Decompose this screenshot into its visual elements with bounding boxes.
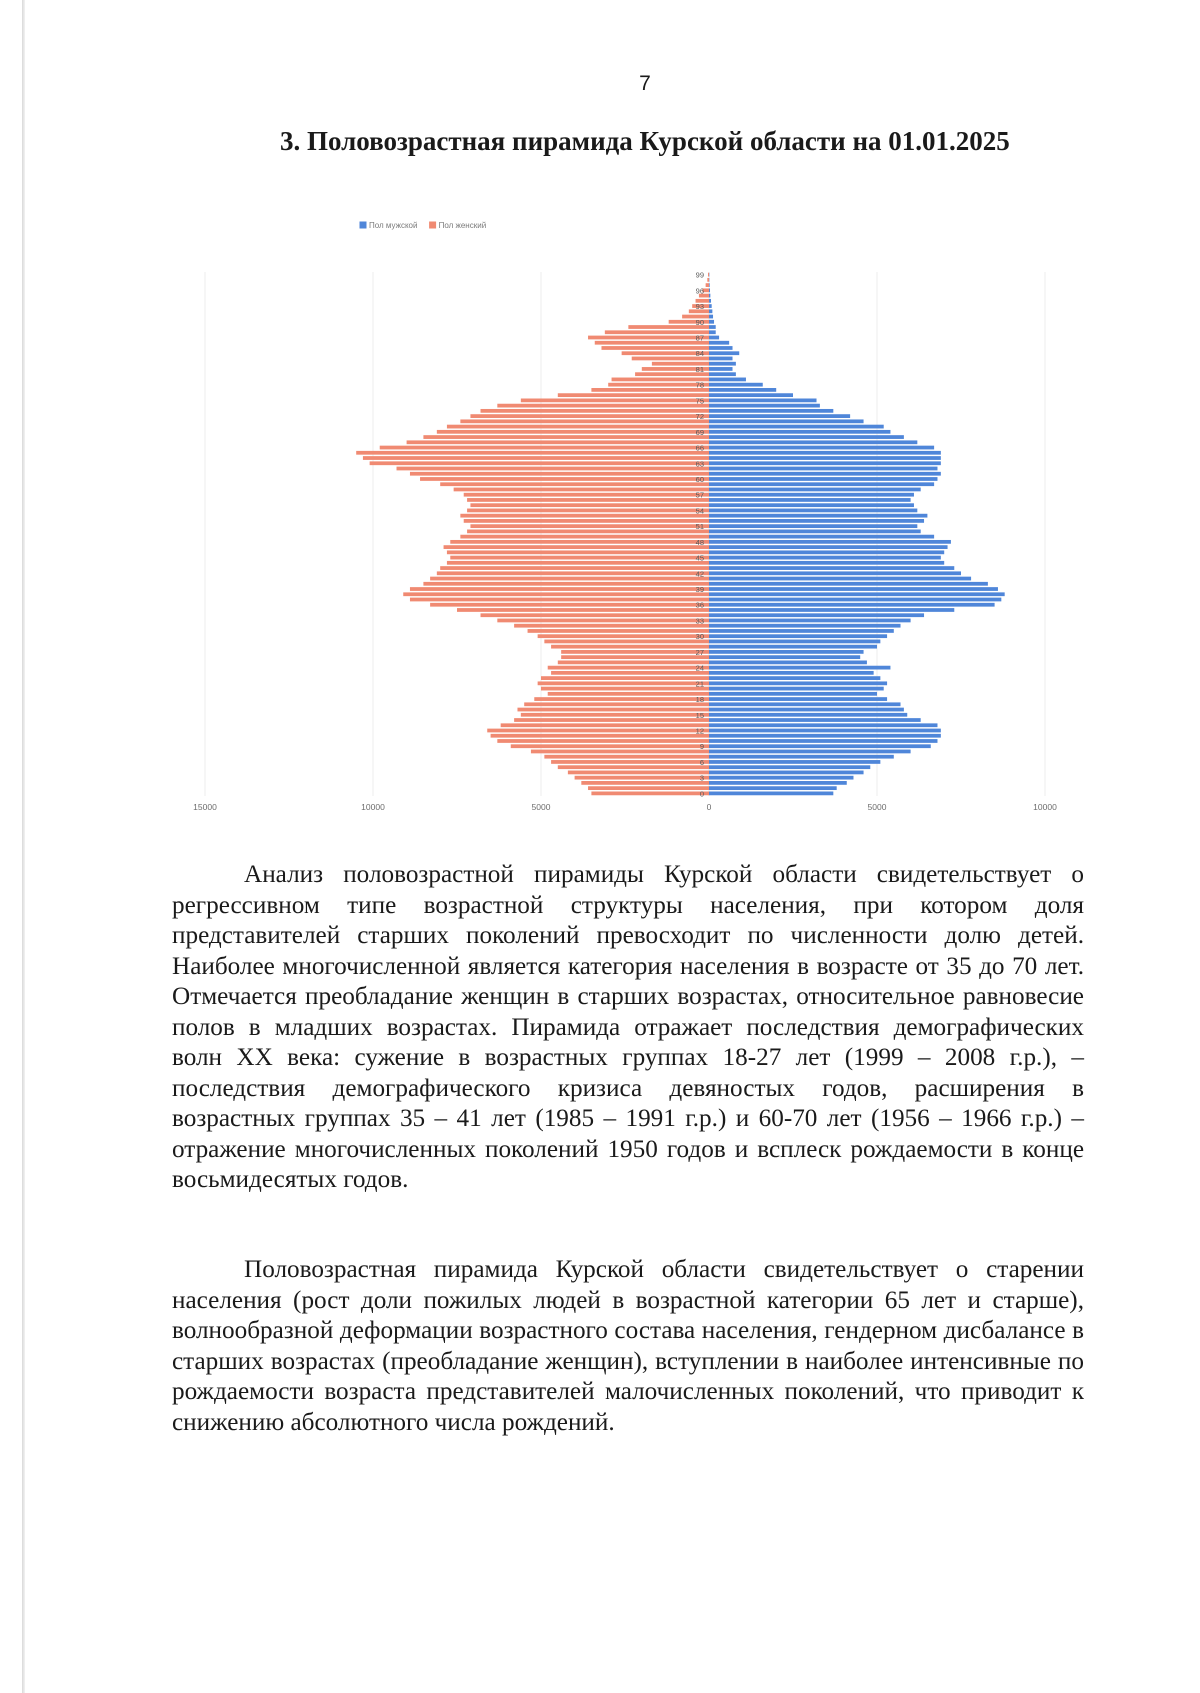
bar-male <box>709 383 763 387</box>
bar-female <box>558 393 709 397</box>
bar-male <box>709 561 944 565</box>
chart-legend <box>360 221 486 230</box>
bar-female <box>423 435 709 439</box>
bar-female <box>450 540 709 544</box>
bar-male <box>709 702 901 706</box>
bar-male <box>709 755 894 759</box>
bar-female <box>423 582 709 586</box>
bar-male <box>709 309 712 313</box>
bar-male <box>709 336 719 340</box>
bar-male <box>709 603 995 607</box>
bar-male <box>709 739 937 743</box>
legend-swatch <box>430 222 436 228</box>
analysis-paragraph-2 <box>172 1255 1084 1438</box>
bar-male <box>709 550 944 554</box>
bar-male <box>709 509 917 513</box>
y-tick-label: 66 <box>695 443 704 453</box>
bar-male <box>709 587 998 591</box>
bar-female <box>514 718 709 722</box>
bar-female <box>534 697 709 701</box>
x-tick-label: 5000 <box>867 802 887 812</box>
bar-female <box>470 414 709 418</box>
bar-female <box>464 493 709 497</box>
bar-male <box>709 744 931 748</box>
bar-female <box>437 430 709 434</box>
bar-female <box>706 283 709 287</box>
bar-male <box>709 498 911 502</box>
y-tick-label: 60 <box>695 474 704 484</box>
y-tick-label: 27 <box>695 647 704 657</box>
bar-male <box>709 493 914 497</box>
bar-female <box>501 723 709 727</box>
bar-female <box>521 398 709 402</box>
bar-male <box>709 404 820 408</box>
bar-female <box>450 556 709 560</box>
bar-male <box>709 388 776 392</box>
bar-male <box>709 776 853 780</box>
y-tick-label: 6 <box>699 757 704 767</box>
bar-female <box>544 755 709 759</box>
bar-male <box>709 765 870 769</box>
bar-female <box>447 561 709 565</box>
bar-female <box>380 446 709 450</box>
bar-male <box>709 582 988 586</box>
bar-male <box>709 660 867 664</box>
bar-male <box>709 619 911 623</box>
legend-label: Пол мужской <box>369 221 418 230</box>
bar-female <box>410 598 709 602</box>
bar-female <box>595 341 709 345</box>
bar-female <box>407 440 709 444</box>
bar-female <box>464 519 709 523</box>
bar-male <box>709 529 921 533</box>
chart-bars <box>356 270 1004 799</box>
bar-female <box>591 791 709 795</box>
bar-female <box>460 535 709 539</box>
bar-male <box>709 299 711 303</box>
bar-female <box>528 629 709 633</box>
y-tick-label: 18 <box>695 695 704 705</box>
bar-female <box>605 330 709 334</box>
bar-male <box>709 655 860 659</box>
bar-male <box>709 519 924 523</box>
bar-male <box>709 760 880 764</box>
bar-male <box>709 362 736 366</box>
bar-female <box>541 687 709 691</box>
bar-female <box>467 509 709 513</box>
bar-female <box>544 640 709 644</box>
bar-female <box>481 409 709 413</box>
bar-male <box>709 325 716 329</box>
y-tick-label: 72 <box>695 412 704 422</box>
bar-male <box>709 566 954 570</box>
bar-female <box>410 587 709 591</box>
bar-female <box>551 645 709 649</box>
bar-male <box>709 294 710 298</box>
section-title: 3. Половозрастная пирамида Курской области на 01.01.2025 <box>280 126 1010 156</box>
y-tick-label: 96 <box>695 286 704 296</box>
bar-male <box>709 315 713 319</box>
bar-female <box>363 456 709 460</box>
y-tick-label: 63 <box>695 459 704 469</box>
bar-male <box>709 503 914 507</box>
bar-female <box>487 729 709 733</box>
bar-male <box>709 781 847 785</box>
bar-male <box>709 771 864 775</box>
bar-male <box>709 729 941 733</box>
bar-male <box>709 723 937 727</box>
bar-female <box>457 608 709 612</box>
bar-male <box>709 440 917 444</box>
bar-male <box>709 330 716 334</box>
bar-female <box>497 404 709 408</box>
analysis-paragraph-1 <box>172 860 1084 1196</box>
bar-female <box>403 592 709 596</box>
bar-male <box>709 697 887 701</box>
bar-female <box>460 514 709 518</box>
bar-female <box>420 477 709 481</box>
bar-female <box>575 776 709 780</box>
bar-male <box>709 477 937 481</box>
bar-male <box>709 409 833 413</box>
bar-female <box>538 681 709 685</box>
bar-female <box>612 378 709 382</box>
bar-male <box>709 650 864 654</box>
bar-male <box>709 461 941 465</box>
bar-male <box>709 592 1005 596</box>
page-number: 7 <box>639 72 651 95</box>
bar-male <box>709 640 880 644</box>
chart-grid <box>205 272 1045 799</box>
bar-male <box>709 608 954 612</box>
bar-female <box>430 577 709 581</box>
bar-female <box>531 750 709 754</box>
bar-male <box>709 687 884 691</box>
bar-male <box>709 556 941 560</box>
bar-male <box>709 750 911 754</box>
y-tick-label: 75 <box>695 396 704 406</box>
bar-female <box>561 655 709 659</box>
x-tick-label: 10000 <box>1033 802 1057 812</box>
bar-male <box>709 425 884 429</box>
bar-female <box>454 488 709 492</box>
bar-male <box>709 367 733 371</box>
bar-male <box>709 482 934 486</box>
bar-male <box>709 708 904 712</box>
y-tick-label: 78 <box>695 380 704 390</box>
bar-female <box>497 739 709 743</box>
bar-male <box>709 467 937 471</box>
bar-male <box>709 692 877 696</box>
bar-male <box>709 472 941 476</box>
bar-female <box>467 529 709 533</box>
bar-male <box>709 791 833 795</box>
bar-male <box>709 488 921 492</box>
bar-female <box>561 650 709 654</box>
y-tick-label: 30 <box>695 632 704 642</box>
y-tick-label: 39 <box>695 585 704 595</box>
bar-male <box>709 435 904 439</box>
bar-male <box>709 577 971 581</box>
bar-male <box>709 393 793 397</box>
bar-male <box>709 629 894 633</box>
bar-male <box>709 456 941 460</box>
bar-male <box>709 414 850 418</box>
bar-female <box>581 781 709 785</box>
bar-female <box>588 786 709 790</box>
y-tick-label: 48 <box>695 537 704 547</box>
y-tick-label: 87 <box>695 333 704 343</box>
y-tick-label: 90 <box>695 317 704 327</box>
bar-female <box>591 388 709 392</box>
bar-male <box>709 304 712 308</box>
bar-female <box>470 503 709 507</box>
y-tick-label: 99 <box>695 270 704 280</box>
bar-male <box>709 351 739 355</box>
bar-female <box>558 765 709 769</box>
bar-male <box>709 283 710 287</box>
bar-male <box>709 398 817 402</box>
bar-male <box>709 666 890 670</box>
bar-female <box>548 666 709 670</box>
bar-male <box>709 613 924 617</box>
bar-female <box>444 545 709 549</box>
bar-female <box>397 467 709 471</box>
bar-male <box>709 430 890 434</box>
paragraph-text: Анализ половозрастной пирамиды Курской области свидетельствует о регрессивном типе возрастной структуры населения, при котором доля представителей старших поколений превосходит по численности долю детей. Наиболее многочисленной является категория населения в возрасте от 35 до 70 лет. Отмечается преобладание женщин в старших возрастах, относительное равновесие полов в младших возрастах. Пирамида отражает последствия демографических волн XX века: сужение в возрастных группах 18-27 лет (1999 – 2008 г.р.), – последствия демографического кризиса девяностых годов, расширения в возрастных группах 35 – 41 лет (1985 – 1991 г.р.) и 60-70 лет (1956 – 1966 г.р.) – отражение многочисленных поколений 1950 годов и всплеск рождаемости в конце восьмидесятых годов. <box>172 861 1084 1193</box>
bar-female <box>538 634 709 638</box>
x-tick-label: 5000 <box>531 802 551 812</box>
bar-female <box>497 619 709 623</box>
bar-male <box>709 451 941 455</box>
y-tick-label: 69 <box>695 427 704 437</box>
bar-female <box>430 603 709 607</box>
bar-male <box>709 535 934 539</box>
bar-female <box>437 571 709 575</box>
y-tick-label: 54 <box>695 506 704 516</box>
bar-female <box>568 771 709 775</box>
x-tick-label: 15000 <box>193 802 217 812</box>
y-tick-label: 9 <box>699 742 704 752</box>
x-tick-label: 0 <box>706 802 712 812</box>
bar-male <box>709 713 907 717</box>
y-tick-label: 0 <box>699 789 704 799</box>
bar-male <box>709 346 733 350</box>
bar-female <box>447 550 709 554</box>
bar-male <box>709 676 880 680</box>
bar-female <box>517 708 709 712</box>
bar-male <box>709 681 887 685</box>
bar-female <box>541 676 709 680</box>
population-pyramid-chart <box>0 0 1200 840</box>
bar-male <box>709 645 877 649</box>
bar-female <box>470 524 709 528</box>
bar-female <box>588 336 709 340</box>
bar-male <box>709 571 961 575</box>
bar-female <box>551 760 709 764</box>
bar-female <box>558 660 709 664</box>
y-tick-label: 84 <box>695 349 704 359</box>
bar-female <box>551 671 709 675</box>
bar-female <box>601 346 709 350</box>
bar-female <box>548 692 709 696</box>
bar-female <box>440 482 709 486</box>
y-tick-label: 57 <box>695 490 704 500</box>
bar-male <box>709 419 864 423</box>
bar-male <box>709 634 887 638</box>
bar-female <box>481 613 709 617</box>
bar-male <box>709 524 917 528</box>
y-tick-label: 93 <box>695 302 704 312</box>
bar-female <box>514 624 709 628</box>
bar-male <box>709 341 729 345</box>
bar-male <box>709 718 921 722</box>
y-tick-label: 12 <box>695 726 704 736</box>
bar-female <box>708 273 709 277</box>
bar-male <box>709 545 948 549</box>
bar-male <box>709 598 1001 602</box>
bar-female <box>410 472 709 476</box>
paragraph-text: Половозрастная пирамида Курской области свидетельствует о старении населения (рост доли пожилых людей в возрастной категории 65 лет и старше), волнообразной деформации возрастного состава населения, гендерном дисбалансе в старших возрастах (преобладание женщин), вступлении в наиболее интенсивные по рождаемости возраста представителей малочисленных поколений, что приводит к снижению абсолютного числа рождений. <box>172 1256 1084 1436</box>
bar-male <box>709 378 746 382</box>
bar-male <box>709 372 736 376</box>
y-tick-label: 33 <box>695 616 704 626</box>
bar-female <box>511 744 709 748</box>
bar-female <box>608 383 709 387</box>
legend-label: Пол женский <box>438 221 487 230</box>
bar-female <box>521 713 709 717</box>
bar-female <box>491 734 709 738</box>
bar-male <box>709 734 941 738</box>
bar-female <box>370 461 709 465</box>
legend-swatch <box>360 222 366 228</box>
bar-male <box>709 320 714 324</box>
bar-male <box>709 671 874 675</box>
bar-male <box>709 288 710 292</box>
bar-female <box>356 451 709 455</box>
y-tick-label: 51 <box>695 522 704 532</box>
bar-female <box>447 425 709 429</box>
y-tick-label: 24 <box>695 663 704 673</box>
x-tick-label: 10000 <box>361 802 385 812</box>
bar-male <box>709 446 934 450</box>
y-tick-label: 21 <box>695 679 704 689</box>
y-tick-label: 81 <box>695 364 704 374</box>
bar-female <box>460 419 709 423</box>
y-tick-label: 15 <box>695 710 704 720</box>
bar-female <box>524 702 709 706</box>
bar-male <box>709 357 733 361</box>
y-tick-label: 45 <box>695 553 704 563</box>
y-tick-label: 42 <box>695 569 704 579</box>
y-tick-label: 36 <box>695 600 704 610</box>
y-tick-label: 3 <box>699 773 704 783</box>
bar-male <box>709 540 951 544</box>
bar-male <box>709 514 927 518</box>
bar-female <box>440 566 709 570</box>
bar-female <box>467 498 709 502</box>
bar-male <box>709 624 901 628</box>
bar-male <box>709 786 837 790</box>
bar-female <box>707 278 709 282</box>
